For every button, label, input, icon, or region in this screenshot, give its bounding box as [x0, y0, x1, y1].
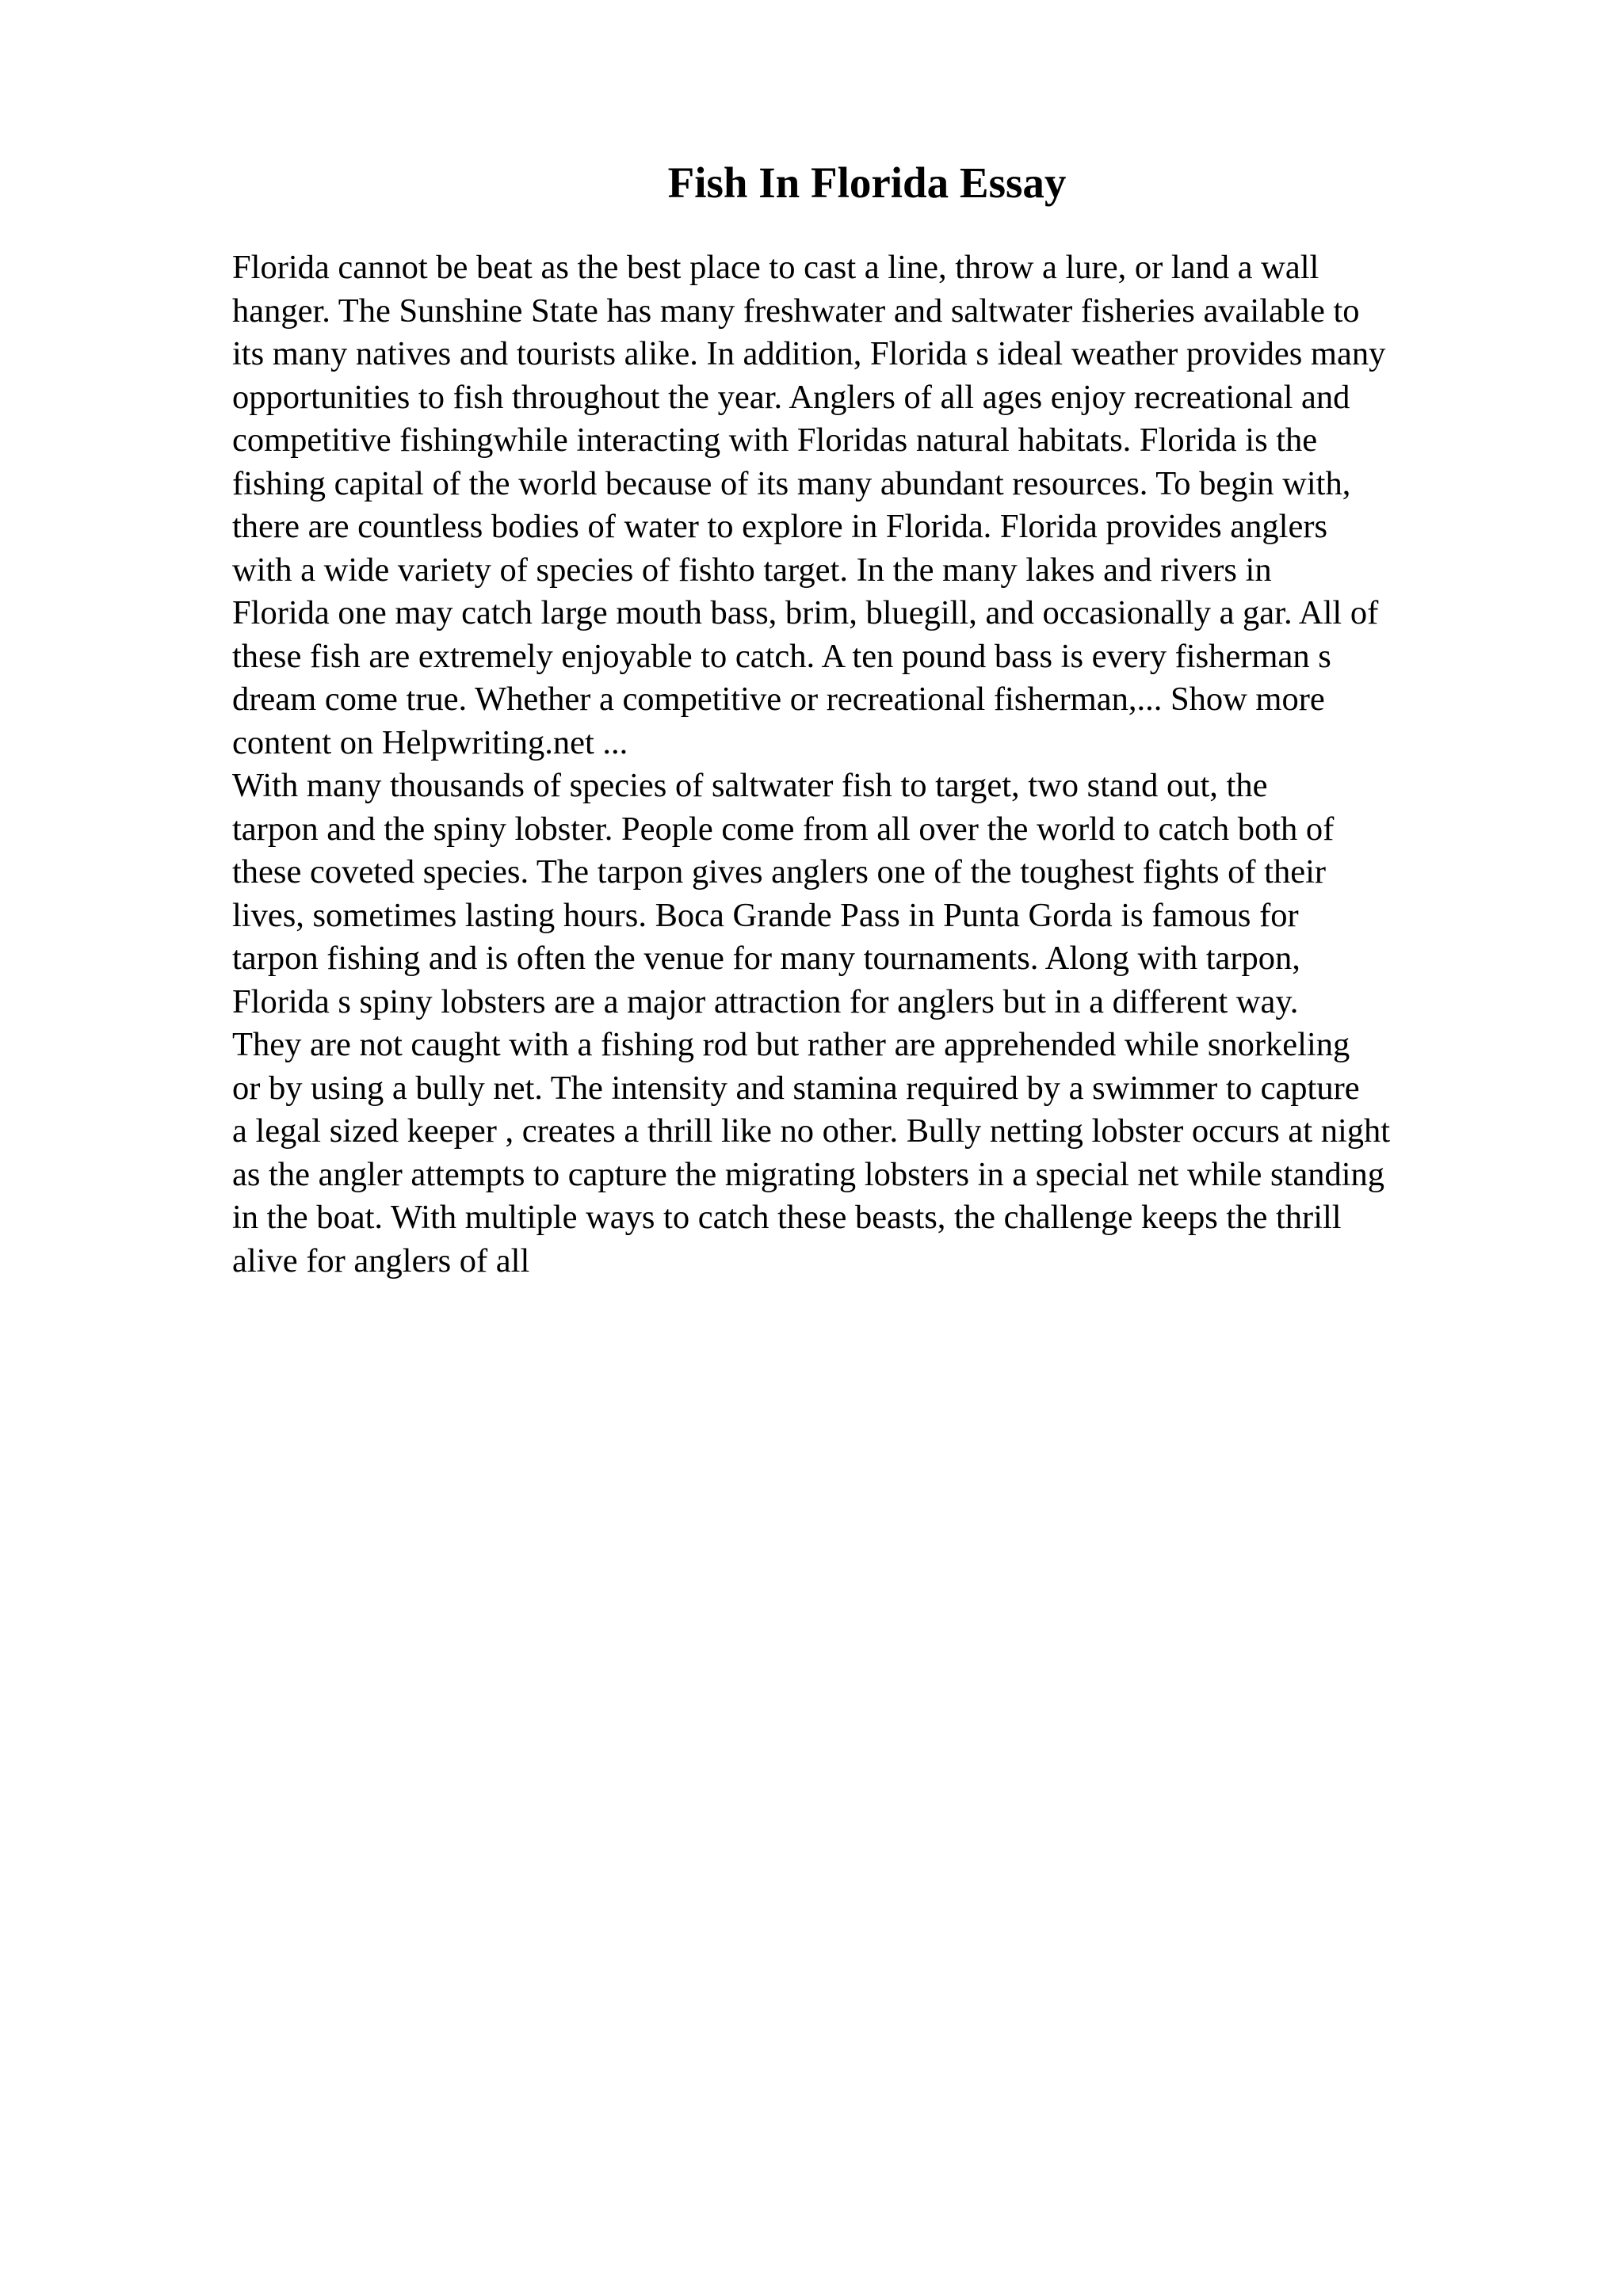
body-line: with a wide variety of species of fishto target. In the many lakes and rivers in — [232, 551, 1272, 589]
body-line: Florida one may catch large mouth bass, brim, bluegill, and occasionally a gar. All of — [232, 594, 1379, 631]
body-line: these fish are extremely enjoyable to catch. A ten pound bass is every fisherman s — [232, 637, 1331, 675]
body-line: lives, sometimes lasting hours. Boca Grande Pass in Punta Gorda is famous for — [232, 896, 1299, 934]
body-line: Florida cannot be beat as the best place to cast a line, throw a lure, or land a wall — [232, 249, 1319, 286]
body-line: tarpon and the spiny lobster. People come from all over the world to catch both of — [232, 810, 1335, 848]
body-line: opportunities to fish throughout the year. Anglers of all ages enjoy recreational and — [232, 378, 1350, 416]
body-line: there are countless bodies of water to explore in Florida. Florida provides anglers — [232, 508, 1328, 545]
essay-title: Fish In Florida Essay — [667, 158, 1067, 207]
body-line: alive for anglers of all — [232, 1241, 530, 1280]
essay-body — [232, 246, 1571, 1283]
body-line: content on Helpwriting.net ... — [232, 723, 628, 761]
body-line: its many natives and tourists alike. In addition, Florida s ideal weather provides many — [232, 335, 1386, 372]
body-line: in the boat. With multiple ways to catch these beasts, the challenge keeps the thrill — [232, 1199, 1342, 1236]
body-line: these coveted species. The tarpon gives anglers one of the toughest fights of their — [232, 853, 1327, 891]
body-line: dream come true. Whether a competitive or recreational fisherman,... Show more — [232, 681, 1325, 718]
body-line: hanger. The Sunshine State has many freshwater and saltwater fisheries available to — [232, 292, 1360, 330]
body-line: They are not caught with a fishing rod but rather are apprehended while snorkeling — [232, 1026, 1350, 1063]
body-line: competitive fishingwhile interacting with Floridas natural habitats. Florida is the — [232, 421, 1318, 459]
body-line: as the angler attempts to capture the migrating lobsters in a special net while standing — [232, 1155, 1385, 1193]
body-line: tarpon fishing and is often the venue for many tournaments. Along with tarpon, — [232, 940, 1300, 977]
body-line: Florida s spiny lobsters are a major attraction for anglers but in a different way. — [232, 982, 1299, 1020]
body-line: a legal sized keeper , creates a thrill like no other. Bully netting lobster occurs at night — [232, 1112, 1391, 1150]
body-line: fishing capital of the world because of its many abundant resources. To begin with, — [232, 464, 1351, 502]
body-line: With many thousands of species of saltwater fish to target, two stand out, the — [232, 767, 1268, 804]
body-line: or by using a bully net. The intensity and stamina required by a swimmer to capture — [232, 1069, 1360, 1107]
